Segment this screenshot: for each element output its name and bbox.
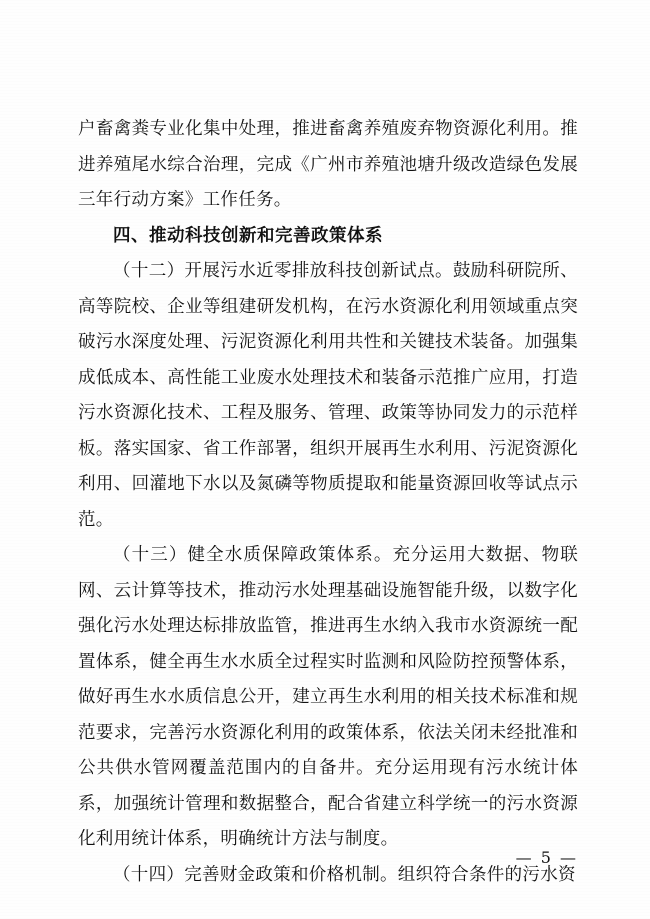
paragraph-continuation: 户畜禽粪专业化集中处理，推进畜禽养殖废弃物资源化利用。推进养殖尾水综合治理，完成《广州市养殖池塘升级改造绿色发展三年行动方案》工作任务。 (78, 119, 578, 211)
page-number: — 5 — (515, 848, 578, 867)
paragraph-item-12: （十二）开展污水近零排放科技创新试点。鼓励科研院所、高等院校、企业等组建研发机构，在污水资源化利用领域重点突破污水深度处理、污泥资源化利用共性和关键技术装备。加强集成低成本、高性能工业废水处理技术和装备示范推广应用，打造污水资源化技术、工程及服务、管理、政策等协同发力的示范样板。落实国家、省工作部署，组织开展再生水利用、污泥资源化利用、回灌地下水以及氮磷等物质提取和能量资源回收等试点示范。 (78, 261, 578, 530)
paragraph-item-13: （十三）健全水质保障政策体系。充分运用大数据、物联网、云计算等技术，推动污水处理基础设施智能升级，以数字化强化污水处理达标排放监管，推进再生水纳入我市水资源统一配置体系，健全再生水水质全过程实时监测和风险防控预警体系，做好再生水水质信息公开，建立再生水利用的相关技术标准和规范要求，完善污水资源化利用的政策体系，依法关闭未经批准和公共供水管网覆盖范围内的自备井。充分运用现有污水统计体系，加强统计管理和数据整合，配合省建立科学统一的污水资源化利用统计体系，明确统计方法与制度。 (78, 545, 578, 850)
section-heading: 四、推动科技创新和完善政策体系 (113, 225, 383, 246)
paragraph-item-14: （十四）完善财金政策和价格机制。组织符合条件的污水资 (113, 864, 576, 885)
document-body (78, 112, 578, 893)
